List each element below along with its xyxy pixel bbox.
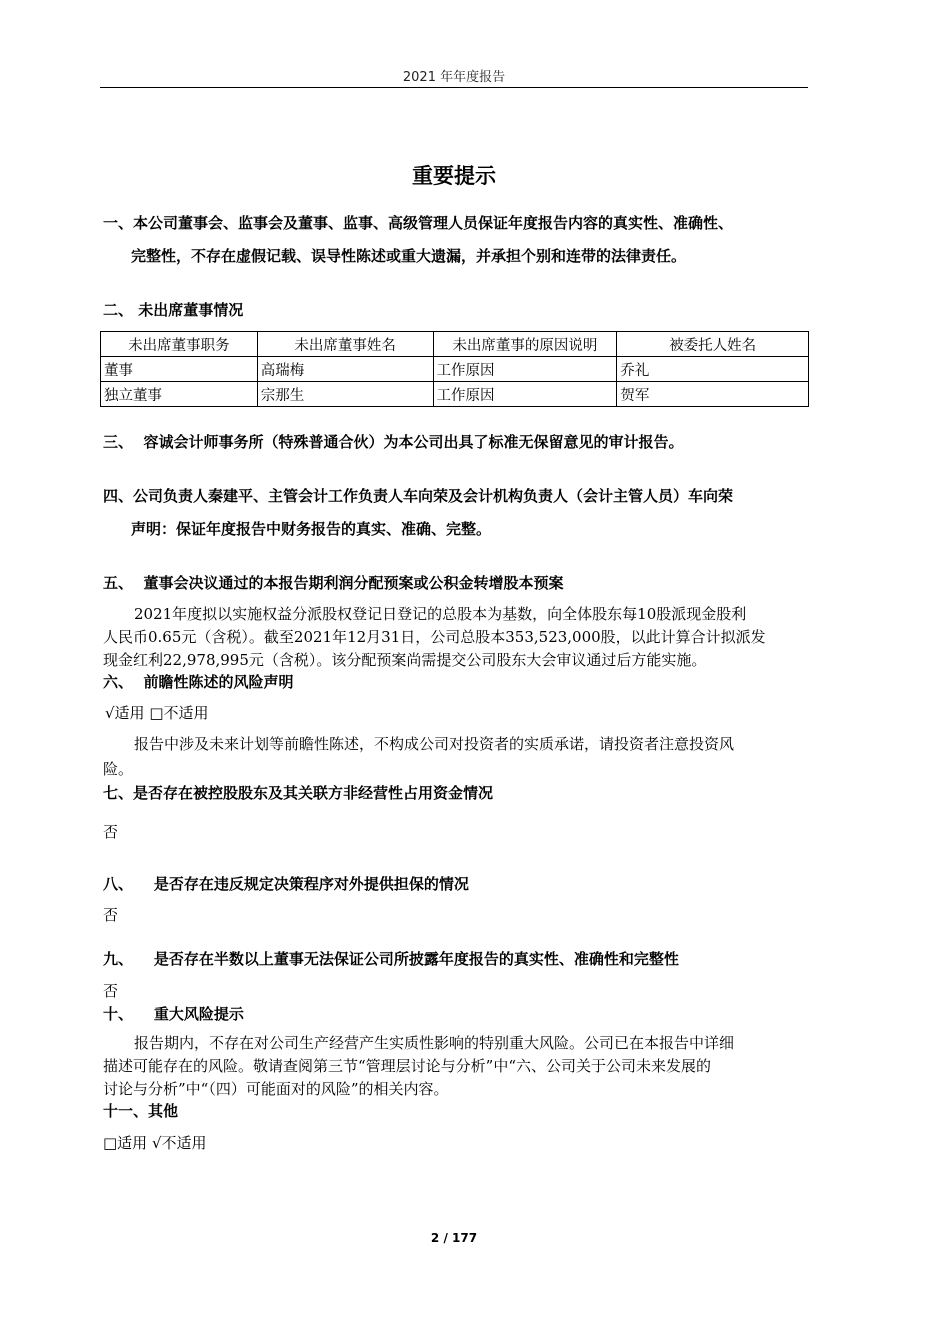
section-5-paragraph-1: 2021年度拟以实施权益分派股权登记日登记的总股本为基数，向全体股东每10股派现金股利 — [134, 605, 747, 623]
section-9-title: 是否存在半数以上董事无法保证公司所披露年度报告的真实性、准确性和完整性 — [153, 950, 679, 968]
table-cell: 宗那生 — [257, 382, 433, 407]
section-6-paragraph-2: 险。 — [103, 760, 134, 778]
section-10-paragraph-3: 讨论与分析”中“（四）可能面对的风险”的相关内容。 — [103, 1080, 449, 1098]
section-8-number: 八、 — [103, 875, 134, 893]
table-header-cell: 未出席董事姓名 — [257, 332, 433, 357]
table-cell: 工作原因 — [433, 382, 617, 407]
section-1-number: 一、 — [103, 214, 134, 232]
section-2-heading — [103, 299, 243, 320]
table-row — [101, 382, 809, 407]
section-4-line-1 — [103, 485, 733, 506]
section-11-heading — [103, 1100, 178, 1121]
section-3-text: 容诚会计师事务所（特殊普通合伙）为本公司出具了标准无保留意见的审计报告。 — [143, 433, 684, 451]
page-header: 2021 年年度报告 — [402, 70, 506, 85]
section-5-heading — [103, 572, 563, 593]
section-6-heading — [103, 671, 293, 692]
section-7-title: 是否存在被控股股东及其关联方非经营性占用资金情况 — [133, 784, 494, 802]
table-header-cell: 被委托人姓名 — [617, 332, 809, 357]
section-11-number: 十一、 — [103, 1102, 149, 1120]
section-6-paragraph-1: 报告中涉及未来计划等前瞻性陈述，不构成公司对投资者的实质承诺，请投资者注意投资风 — [134, 735, 735, 753]
section-5-title: 董事会决议通过的本报告期利润分配预案或公积金转增股本预案 — [143, 574, 564, 592]
section-6-title: 前瞻性陈述的风险声明 — [143, 673, 294, 691]
section-3-heading — [103, 431, 683, 452]
section-6-applicable-option: √适用 □不适用 — [105, 704, 209, 722]
absent-directors-table — [100, 331, 809, 407]
section-9-number: 九、 — [103, 950, 134, 968]
section-3-number: 三、 — [103, 433, 134, 451]
section-4-text-1: 公司负责人秦建平、主管会计工作负责人车向荣及会计机构负责人（会计主管人员）车向荣 — [133, 487, 734, 505]
page-title: 重要提示 — [412, 164, 496, 188]
section-7-heading — [103, 782, 493, 803]
section-10-title: 重大风险提示 — [153, 1005, 244, 1023]
section-10-number: 十、 — [103, 1005, 134, 1023]
section-8-answer: 否 — [103, 906, 119, 924]
section-10-paragraph-2: 描述可能存在的风险。敬请查阅第三节“管理层讨论与分析”中“六、公司关于公司未来发展的 — [103, 1057, 712, 1075]
table-cell: 乔礼 — [617, 357, 809, 382]
page-number: 2 / 177 — [430, 1231, 478, 1245]
section-7-number: 七、 — [103, 784, 134, 802]
table-row — [101, 357, 809, 382]
table-cell: 董事 — [101, 357, 258, 382]
section-9-answer: 否 — [103, 982, 119, 1000]
section-4-number: 四、 — [103, 487, 134, 505]
table-header-row — [101, 332, 809, 357]
section-2-title: 未出席董事情况 — [138, 301, 244, 319]
section-10-heading — [103, 1003, 244, 1024]
section-5-paragraph-2: 人民币0.65元（含税）。截至2021年12月31日，公司总股本353,523,000股，以此计算合计拟派发 — [103, 628, 766, 646]
section-9-heading — [103, 948, 679, 969]
table-header-cell: 未出席董事的原因说明 — [433, 332, 617, 357]
section-4-text-2: 声明：保证年度报告中财务报告的真实、准确、完整。 — [131, 520, 492, 538]
section-1-text-1: 本公司董事会、监事会及董事、监事、高级管理人员保证年度报告内容的真实性、准确性、 — [133, 214, 734, 232]
section-1-text-2: 完整性，不存在虚假记载、误导性陈述或重大遗漏，并承担个别和连带的法律责任。 — [131, 247, 687, 265]
section-11-applicable-option: □适用 √不适用 — [103, 1134, 207, 1152]
table-header-cell: 未出席董事职务 — [101, 332, 258, 357]
section-10-paragraph-1: 报告期内，不存在对公司生产经营产生实质性影响的特别重大风险。公司已在本报告中详细 — [134, 1034, 735, 1052]
section-8-title: 是否存在违反规定决策程序对外提供担保的情况 — [153, 875, 469, 893]
section-2-number: 二、 — [103, 301, 134, 319]
section-8-heading — [103, 873, 469, 894]
table-cell: 独立董事 — [101, 382, 258, 407]
section-5-paragraph-3: 现金红利22,978,995元（含税）。该分配预案尚需提交公司股东大会审议通过后方能实施。 — [103, 651, 707, 669]
header-divider — [100, 87, 808, 88]
table-cell: 高瑞梅 — [257, 357, 433, 382]
section-6-number: 六、 — [103, 673, 134, 691]
table-cell: 贺军 — [617, 382, 809, 407]
section-7-answer: 否 — [103, 823, 119, 841]
table-cell: 工作原因 — [433, 357, 617, 382]
section-1-line-1 — [103, 212, 733, 233]
section-5-number: 五、 — [103, 574, 134, 592]
section-11-title: 其他 — [148, 1102, 179, 1120]
